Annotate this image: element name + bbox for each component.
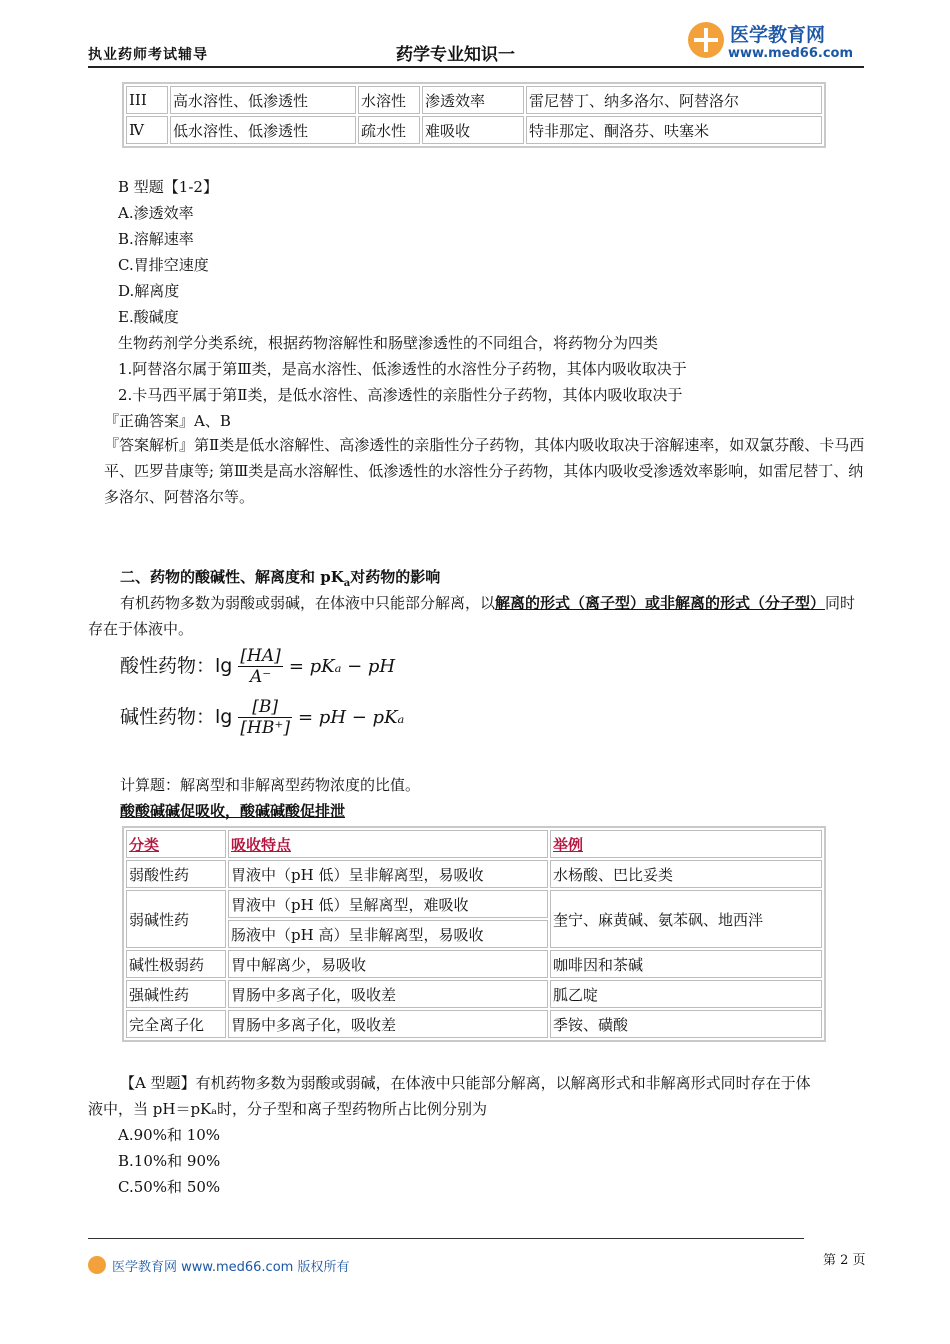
section-intro [88,590,866,642]
acid-base-absorption-table [122,826,826,1042]
footer-divider [88,1238,804,1239]
table-cell: III [126,86,168,114]
header-examples-link[interactable]: 举例 [553,835,584,854]
table-cell: 胃中解离少，易吸收 [228,950,548,978]
heading-pre: 二、药物的酸碱性、解离度和 pK [120,568,344,586]
header-left-title: 执业药师考试辅导 [88,47,208,63]
table-cell: 咖啡因和茶碱 [550,950,822,978]
table-cell: 强碱性药 [126,980,226,1008]
table-header-row [126,830,822,858]
formula-acid-den: A⁻ [249,667,272,687]
table-cell: 低水溶性、低渗透性 [170,116,356,144]
table-row [126,86,822,114]
table-cell: 奎宁、麻黄碱、氨苯砜、地西泮 [550,890,822,948]
med66-logo[interactable] [688,18,868,66]
table-cell: 雷尼替丁、纳多洛尔、阿替洛尔 [526,86,822,114]
table-cell: 季铵、磺酸 [550,1010,822,1038]
table-cell: 弱碱性药 [126,890,226,948]
formula-base-den: [HB⁺] [240,718,290,738]
formula-base-rhs: = pH − pKₐ [298,707,405,728]
table-cell: 难吸收 [422,116,524,144]
a-option-a: A.90%和 10% [118,1126,221,1144]
option-d: D.解离度 [118,282,180,300]
table-cell: 特非那定、酮洛芬、呋塞米 [526,116,822,144]
table-cell: 胃肠中多离子化，吸收差 [228,1010,548,1038]
table-cell: 高水溶性、低渗透性 [170,86,356,114]
table-cell: 弱酸性药 [126,860,226,888]
option-a: A.渗透效率 [118,204,194,222]
header-divider [88,66,864,68]
option-b: B.溶解速率 [118,230,194,248]
heading-sub: a [343,578,351,589]
formula-base-num: [B] [238,697,292,718]
table-cell: 肠液中（pH 高）呈非解离型，易吸收 [228,920,548,948]
formula-acid-label: 酸性药物：lg [120,655,233,677]
bcs-class-table [122,82,826,148]
table-cell: 水杨酸、巴比妥类 [550,860,822,888]
header-category-link[interactable]: 分类 [129,835,160,854]
intro-post: 同时存在于体液中。 [88,594,856,638]
option-e: E.酸碱度 [118,308,179,326]
calc-note: 计算题：解离型和非解离型药物浓度的比值。 [120,776,421,794]
correct-answer: 『正确答案』A、B [104,412,231,430]
med66-logo-icon [688,22,724,58]
logo-url: www.med66.com [728,46,854,61]
a-question-line1 [120,1073,811,1093]
a-option-b: B.10%和 90% [118,1152,221,1170]
logo-name: 医学教育网 [730,24,826,46]
table-row [126,890,822,918]
b-question-stem: 生物药剂学分类系统，根据药物溶解性和肠壁渗透性的不同组合，将药物分为四类 [118,334,659,352]
answer-explanation: 『答案解析』第Ⅱ类是低水溶解性、高渗透性的亲脂性分子药物，其体内吸收取决于溶解速率，如双氯芬酸、卡马西平、匹罗昔康等; 第Ⅲ类是高水溶解性、低渗透性的水溶性分子药物，其体内吸收受渗透效率影响，如雷尼替丁、纳多洛尔、阿替洛尔等。 [104,436,865,506]
intro-pre: 有机药物多数为弱酸或弱碱，在体液中只能部分解离，以 [120,594,496,612]
table-row [126,1010,822,1038]
table-cell: 胃液中（pH 低）呈非解离型，易吸收 [228,860,548,888]
formula-base [120,697,404,738]
rule-text: 酸酸碱碱促吸收，酸碱碱酸促排泄 [120,802,346,820]
table-cell: 胃液中（pH 低）呈解离型，难吸收 [228,890,548,918]
page-number: 第 2 页 [823,1253,866,1268]
table-cell: 胍乙啶 [550,980,822,1008]
a-question-tag: 【A 型题】 [120,1074,196,1092]
a-option-c: C.50%和 50% [118,1178,221,1196]
table-cell: 碱性极弱药 [126,950,226,978]
table-row [126,980,822,1008]
formula-base-fraction [238,697,292,738]
a-question-line2: 液中，当 pH＝pKₐ时，分子型和离子型药物所占比例分别为 [88,1100,488,1118]
footer-copyright[interactable]: 医学教育网 www.med66.com 版权所有 [112,1260,350,1275]
b-question-title: B 型题【1-2】 [118,178,218,196]
formula-acid-fraction [238,646,282,687]
table-row [126,950,822,978]
table-cell: 疏水性 [358,116,420,144]
header-features-link[interactable]: 吸收特点 [231,835,292,854]
table-row [126,116,822,144]
table-cell: 胃肠中多离子化，吸收差 [228,980,548,1008]
formula-acid [120,646,395,687]
formula-acid-num: [HA] [240,646,281,666]
heading-post: 对药物的影响 [350,568,441,586]
table-cell: 渗透效率 [422,86,524,114]
footer-logo-icon [88,1256,106,1274]
formula-base-label: 碱性药物：lg [120,706,233,728]
a-question-stem1: 有机药物多数为弱酸或弱碱，在体液中只能部分解离，以解离形式和非解离形式同时存在于体 [195,1074,811,1092]
table-cell: 水溶性 [358,86,420,114]
table-cell: 完全离子化 [126,1010,226,1038]
option-c: C.胃排空速度 [118,256,209,274]
table-row [126,860,822,888]
b-question-1: 1.阿替洛尔属于第Ⅲ类，是高水溶性、低渗透性的水溶性分子药物，其体内吸收取决于 [118,360,687,378]
header-center-title: 药学专业知识一 [396,45,515,65]
table-cell: Ⅳ [126,116,168,144]
intro-underlined: 解离的形式（离子型）或非解离的形式（分子型） [495,594,826,612]
b-question-2: 2.卡马西平属于第Ⅱ类，是低水溶性、高渗透性的亲脂性分子药物，其体内吸收取决于 [118,386,683,404]
formula-acid-rhs: = pKₐ − pH [288,656,396,677]
